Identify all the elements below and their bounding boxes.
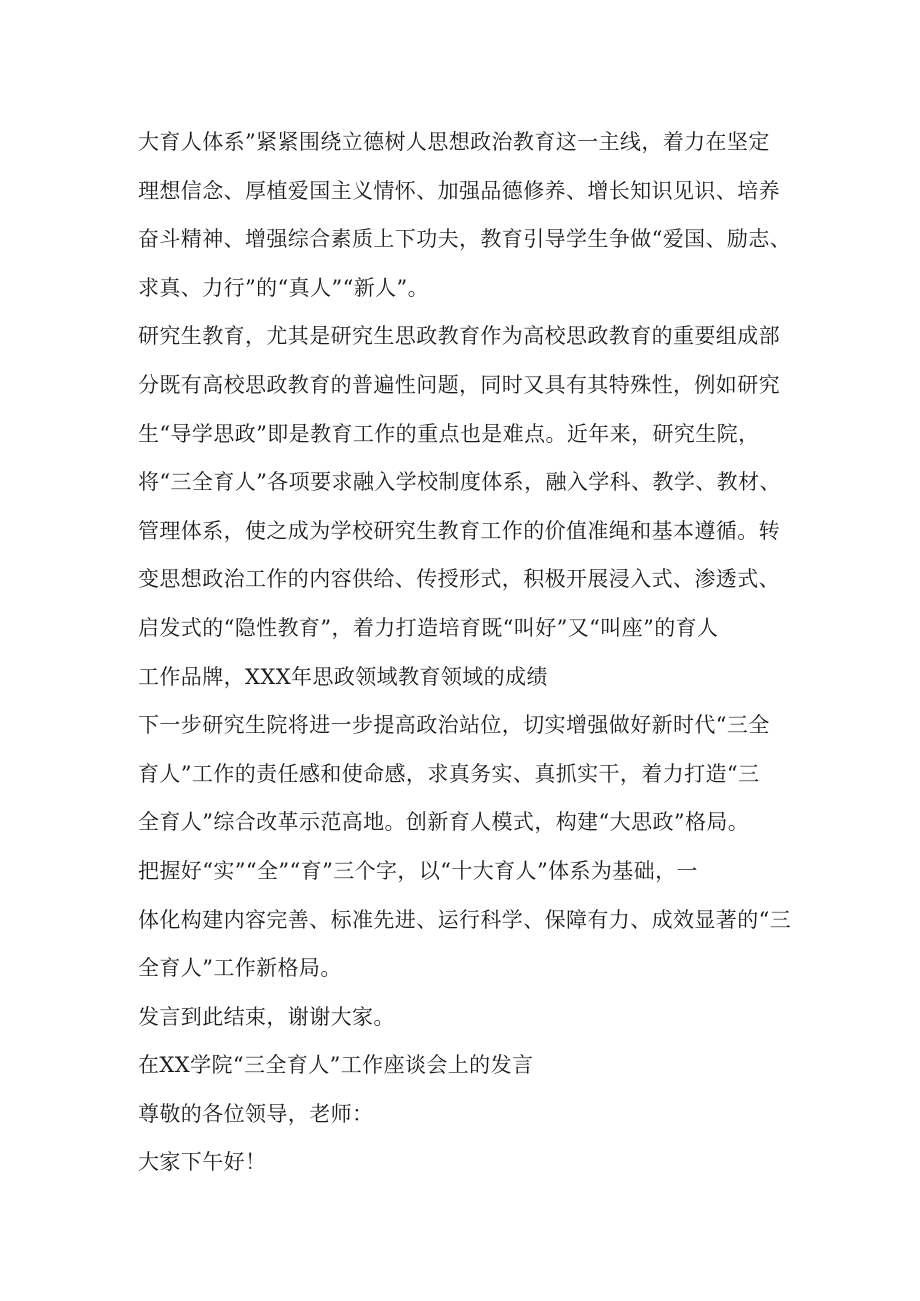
text-line: 变思想政治工作的内容供给、传授形式，积极开展浸入式、渗透式、: [138, 567, 780, 592]
document-body: [138, 118, 838, 1187]
text-line: 发言到此结束，谢谢大家。: [138, 1004, 395, 1029]
text-line: 生“导学思政”即是教育工作的重点也是难点。近年来，研究生院，: [138, 421, 760, 446]
text-line: 启发式的“隐性教育”，着力打造培育既“叫好”又“叫座”的育人: [138, 615, 719, 640]
text-line: 育人”工作的责任感和使命感，求真务实、真抓实干，着力打造“三: [138, 761, 760, 786]
text-line: 全育人”工作新格局。: [138, 956, 342, 981]
text-line: 工作品牌，XXX年思政领域教育领域的成绩: [138, 664, 548, 689]
salutation: 尊敬的各位领导，老师：: [138, 1101, 374, 1126]
text-line: 将“三全育人”各项要求融入学校制度体系，融入学科、教学、教材、: [138, 470, 781, 495]
text-line: 管理体系，使之成为学校研究生教育工作的价值准绳和基本遵循。转: [138, 518, 780, 543]
greeting: 大家下午好！: [138, 1150, 267, 1175]
text-line: 全育人”综合改革示范高地。创新育人模式，构建“大思政”格局。: [138, 810, 750, 835]
text-line: 分既有高校思政教育的普遍性问题，同时又具有其特殊性，例如研究: [138, 372, 780, 397]
text-line: 奋斗精神、增强综合素质上下功夫，教育引导学生争做“爱国、励志、: [138, 227, 792, 252]
speech-title: 在XX学院“三全育人”工作座谈会上的发言: [138, 1053, 534, 1078]
text-line: 大育人体系”紧紧围绕立德树人思想政治教育这一主线，着力在坚定: [138, 130, 770, 154]
text-line: 下一步研究生院将进一步提高政治站位，切实增强做好新时代“三全: [138, 713, 770, 738]
text-line: 体化构建内容完善、标准先进、运行科学、保障有力、成效显著的“三: [138, 907, 792, 932]
text-line: 理想信念、厚植爱国主义情怀、加强品德修养、增长知识见识、培养: [138, 178, 780, 203]
text-line: 研究生教育，尤其是研究生思政教育作为高校思政教育的重要组成部: [138, 324, 780, 349]
text-line: 求真、力行”的“真人”“新人”。: [138, 275, 430, 300]
text-line: 把握好“实”“全”“育”三个字，以“十大育人”体系为基础，一: [138, 858, 698, 883]
